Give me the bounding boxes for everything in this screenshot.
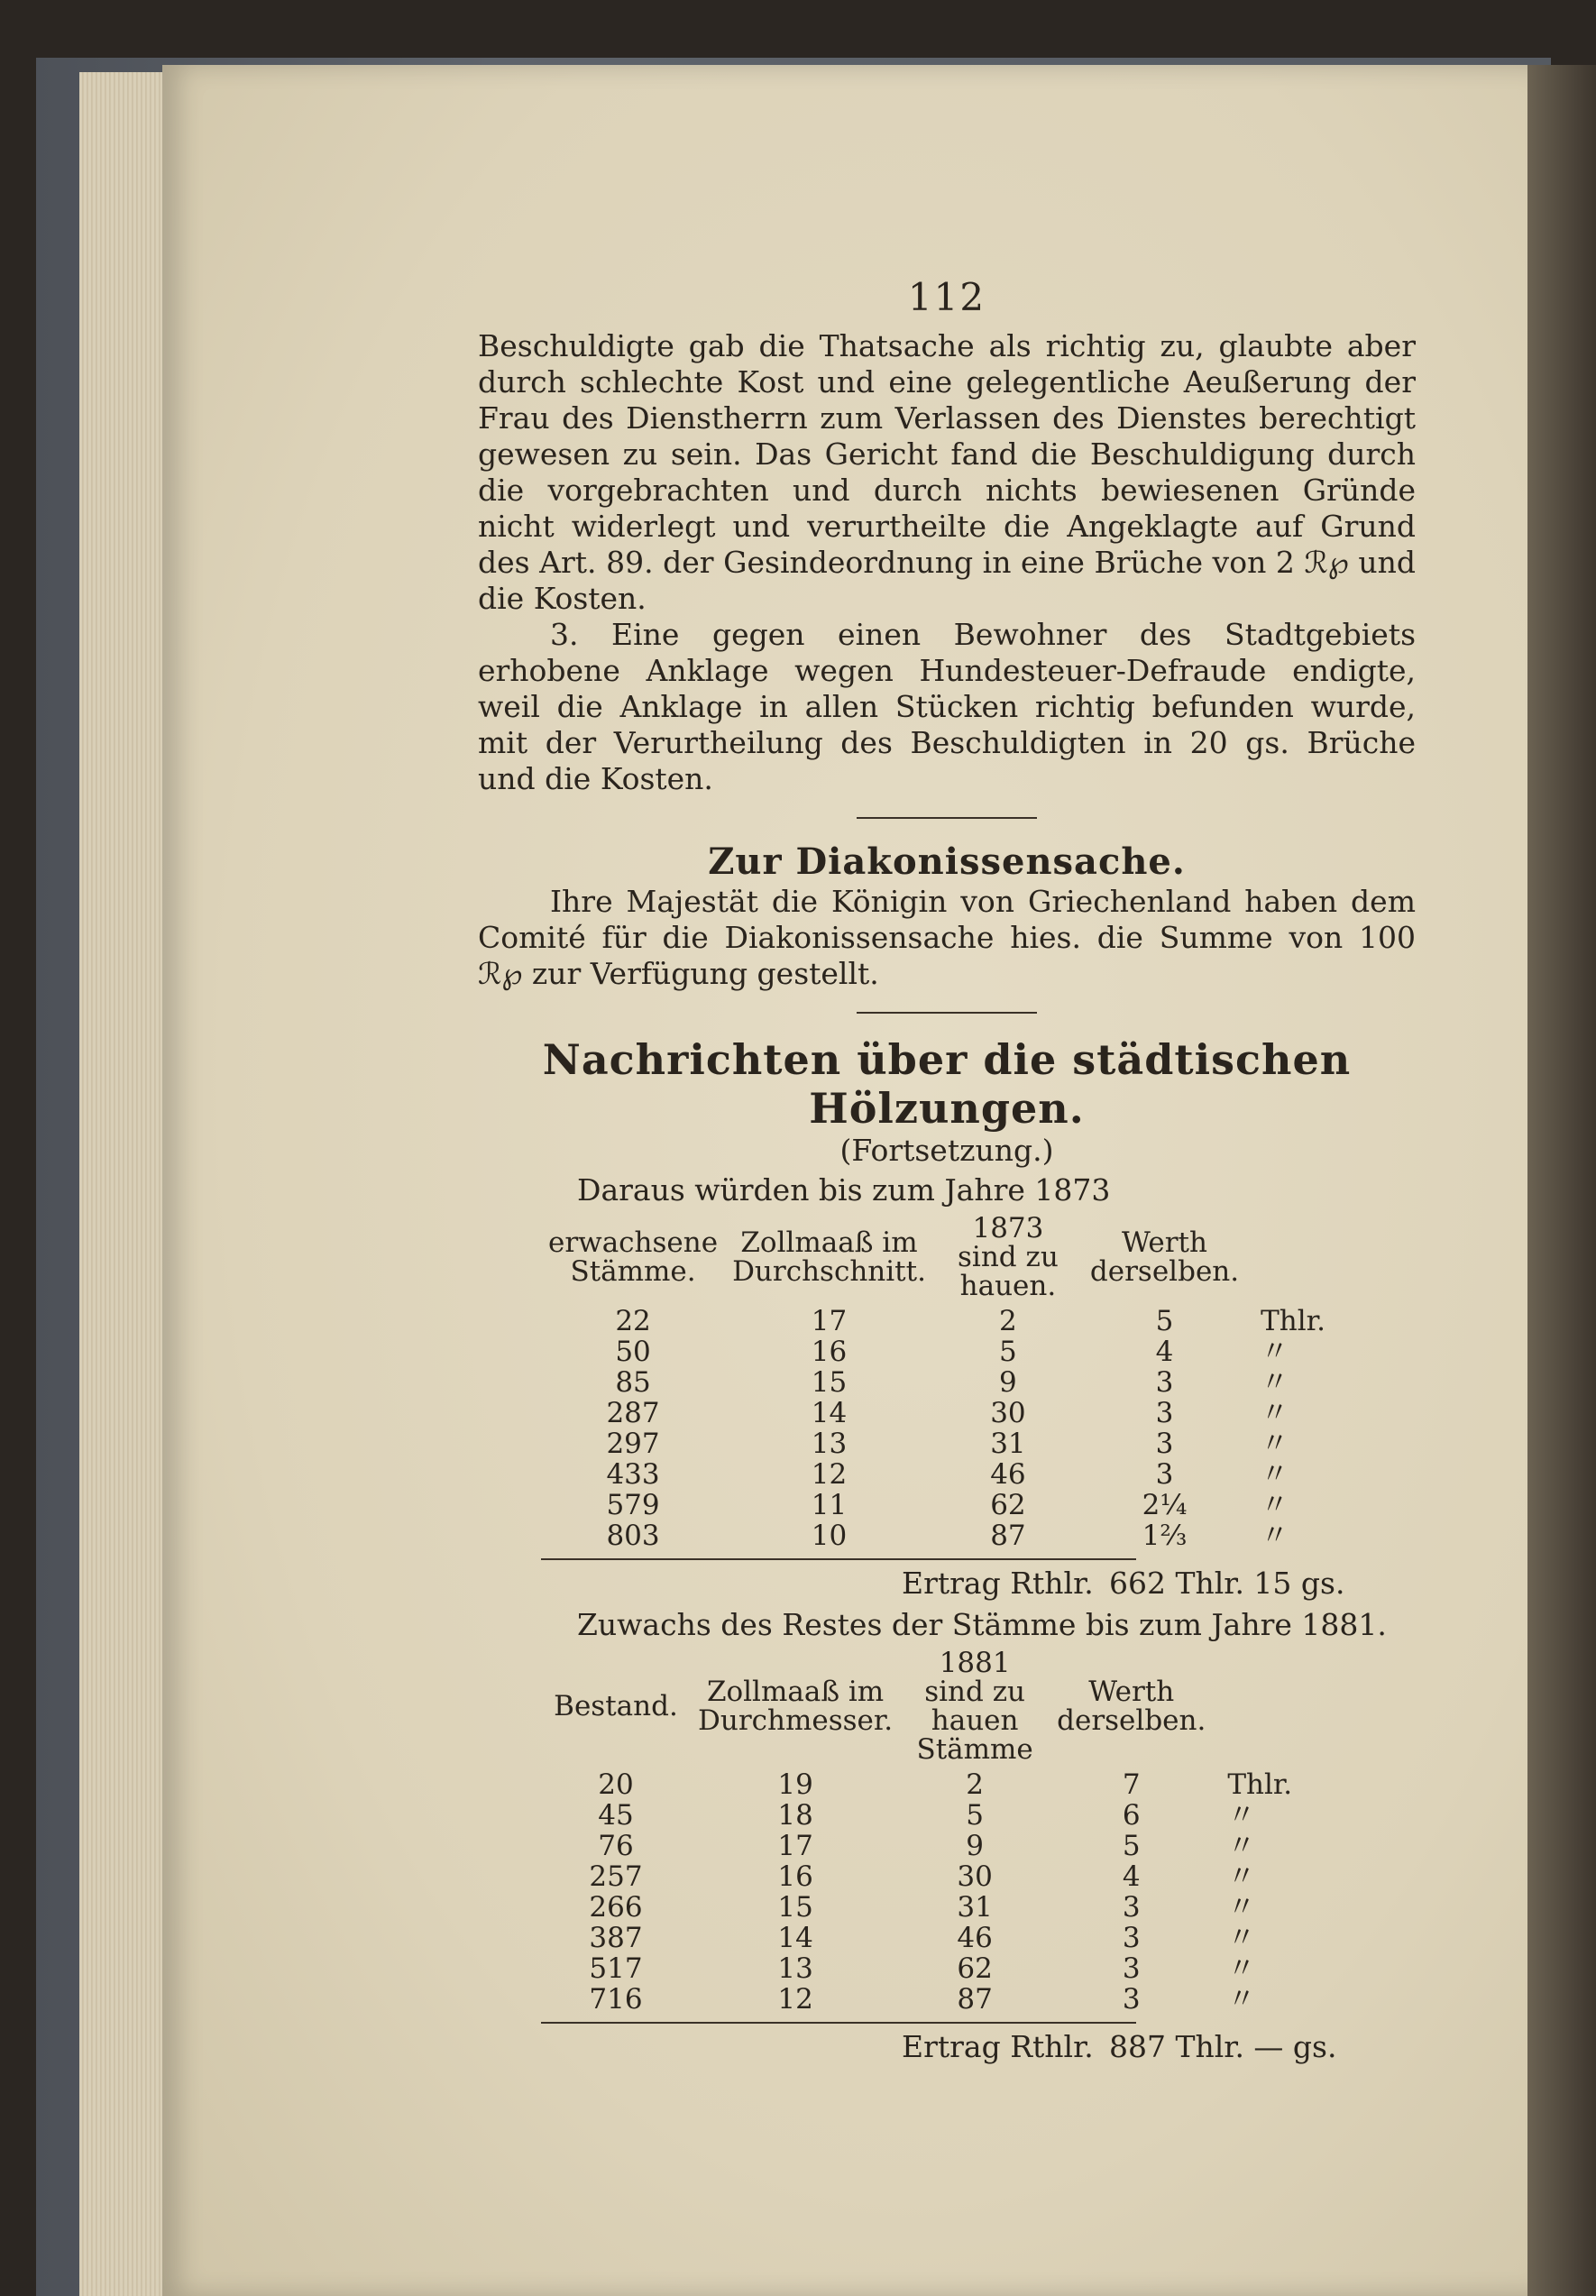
- table-row: [541, 1892, 1299, 1923]
- cell: 5: [999, 1336, 1017, 1368]
- sum-rule: [541, 2022, 1136, 2024]
- cell-unit: 〃: [1261, 1428, 1289, 1460]
- cell: 45: [598, 1799, 634, 1832]
- table-row: [541, 1800, 1299, 1831]
- cell: 3: [1155, 1366, 1174, 1399]
- table-1873: [541, 1214, 1333, 1551]
- cell: 13: [777, 1952, 813, 1985]
- cell-unit: 〃: [1261, 1520, 1289, 1552]
- cell: 257: [589, 1860, 643, 1893]
- page-number: 112: [907, 275, 986, 319]
- ertrag-row-1881: [902, 2029, 1416, 2065]
- table1-intro: Daraus würden bis zum Jahre 1873: [577, 1172, 1111, 1208]
- cell: 2¼: [1142, 1489, 1188, 1521]
- table-row: [541, 1861, 1299, 1892]
- col-header: Zollmaaß im Durchschnitt.: [732, 1226, 926, 1288]
- ertrag-value: 887 Thlr. — gs.: [1109, 2029, 1337, 2064]
- paragraph-diakonissen: Ihre Majestät die Königin von Griechenland haben dem Comité für die Diakonissensache hies. die Summe von 100 ℛ℘ zur Verfügung gestellt.: [478, 884, 1416, 991]
- cell: 12: [811, 1458, 848, 1491]
- col-header: 1873 sind zu hauen.: [958, 1212, 1059, 1302]
- cell: 297: [606, 1428, 660, 1460]
- cell: 5: [1122, 1830, 1141, 1862]
- cell: 3: [1122, 1891, 1141, 1924]
- cell: 1⅔: [1142, 1520, 1188, 1552]
- cell: 387: [589, 1922, 643, 1954]
- cell: 4: [1122, 1860, 1141, 1893]
- cell: 17: [777, 1830, 813, 1862]
- cell: 22: [615, 1305, 651, 1337]
- cell: 5: [966, 1799, 984, 1832]
- cell: 15: [811, 1366, 848, 1399]
- col-header-unit: [1213, 1649, 1299, 1769]
- cell-unit: 〃: [1227, 1830, 1256, 1862]
- cell: 19: [777, 1768, 813, 1801]
- table-row: [541, 1953, 1299, 1984]
- cell: 31: [990, 1428, 1026, 1460]
- cell: 13: [811, 1428, 848, 1460]
- cell: 30: [957, 1860, 993, 1893]
- cell-unit: 〃: [1261, 1489, 1289, 1521]
- cell: 62: [990, 1489, 1026, 1521]
- paragraph-verdict: Beschuldigte gab die Thatsache als richtig zu, glaubte aber durch schlechte Kost und eine gelegentliche Aeußerung der Frau des Dienstherrn zum Verlassen des Dienstes berechtigt gewesen zu sein. Das Gericht fand die Beschuldigung durch die vorgebrachten und durch nichts bewiesenen Gründe nicht widerlegt und verurtheilte die Angeklagte auf Grund des Art. 89. der Gesindeordnung in eine Brüche von 2 ℛ℘ und die Kosten.: [478, 328, 1416, 616]
- ertrag-label: Ertrag Rthlr.: [902, 2029, 1094, 2064]
- gutter-shadow: [1527, 65, 1596, 2296]
- table-header-row: [541, 1649, 1299, 1769]
- table-row: [541, 1306, 1333, 1336]
- table-row: [541, 1428, 1333, 1459]
- cell-unit: 〃: [1227, 1983, 1256, 2016]
- cell-unit: Thlr.: [1227, 1768, 1293, 1801]
- col-header: 1881 sind zu hauen Stämme: [916, 1647, 1033, 1766]
- col-header: Bestand.: [554, 1690, 678, 1722]
- cell: 46: [990, 1458, 1026, 1491]
- cell: 433: [606, 1458, 660, 1491]
- ertrag-value: 662 Thlr. 15 gs.: [1109, 1566, 1345, 1601]
- col-header: Werth derselben.: [1057, 1676, 1206, 1737]
- col-header: erwachsene Stämme.: [548, 1226, 719, 1288]
- cell: 9: [999, 1366, 1017, 1399]
- cell: 76: [598, 1830, 634, 1862]
- table-row: [541, 1923, 1299, 1953]
- table2-intro: Zuwachs des Restes der Stämme bis zum Jahre 1881.: [577, 1607, 1387, 1642]
- cell: 15: [777, 1891, 813, 1924]
- cell: 62: [957, 1952, 993, 1985]
- table-row: [541, 1831, 1299, 1861]
- ertrag-label: Ertrag Rthlr.: [902, 1566, 1094, 1601]
- cell: 579: [606, 1489, 660, 1521]
- cell: 87: [957, 1983, 993, 2016]
- cell: 266: [589, 1891, 643, 1924]
- table-row: [541, 1398, 1333, 1428]
- cell: 18: [777, 1799, 813, 1832]
- cell: 12: [777, 1983, 813, 2016]
- cell-unit: 〃: [1261, 1366, 1289, 1399]
- col-header-unit: [1246, 1214, 1333, 1306]
- section-divider: [857, 1012, 1037, 1014]
- cell: 87: [990, 1520, 1026, 1552]
- cell: 6: [1122, 1799, 1141, 1832]
- cell: 14: [777, 1922, 813, 1954]
- table-1881: [541, 1649, 1299, 2015]
- cell: 716: [589, 1983, 643, 2016]
- cell: 50: [615, 1336, 651, 1368]
- table-header-row: [541, 1214, 1333, 1306]
- cell: 287: [606, 1397, 660, 1429]
- paragraph-dog-tax: 3. Eine gegen einen Bewohner des Stadtgebiets erhobene Anklage wegen Hundesteuer-Defraude endigte, weil die Anklage in allen Stücken richtig befunden wurde, mit der Verurtheilung des Beschuldigten in 20 gs. Brüche und die Kosten.: [478, 617, 1416, 796]
- cell: 2: [966, 1768, 984, 1801]
- cell: 517: [589, 1952, 643, 1985]
- cell: 16: [777, 1860, 813, 1893]
- ertrag-row-1873: [902, 1566, 1416, 1602]
- heading-hoelzungen: Nachrichten über die städtischen Hölzungen.: [542, 1035, 1352, 1133]
- table-row: [541, 1490, 1333, 1520]
- col-header: Zollmaaß im Durchmesser.: [698, 1676, 894, 1737]
- cell: 11: [811, 1489, 848, 1521]
- cell: 16: [811, 1336, 848, 1368]
- cell: 3: [1155, 1458, 1174, 1491]
- cell: 4: [1155, 1336, 1174, 1368]
- cell: 3: [1122, 1952, 1141, 1985]
- cell: 14: [811, 1397, 848, 1429]
- col-header: Werth derselben.: [1089, 1226, 1240, 1288]
- table-row: [541, 1520, 1333, 1551]
- sum-rule: [541, 1558, 1136, 1560]
- cell-unit: 〃: [1227, 1860, 1256, 1893]
- cell: 9: [966, 1830, 984, 1862]
- cell: 3: [1155, 1428, 1174, 1460]
- table-row: [541, 1984, 1299, 2015]
- cell-unit: 〃: [1227, 1922, 1256, 1954]
- cell: 46: [957, 1922, 993, 1954]
- cell-unit: 〃: [1261, 1397, 1289, 1429]
- table-row: [541, 1336, 1333, 1367]
- table-row: [541, 1769, 1299, 1800]
- table-row: [541, 1367, 1333, 1398]
- section-divider: [857, 817, 1037, 819]
- cell: 3: [1122, 1922, 1141, 1954]
- cell: 3: [1155, 1397, 1174, 1429]
- page-content: [478, 275, 1416, 2065]
- heading-diakonissen: Zur Diakonissensache.: [708, 840, 1186, 883]
- cell: 30: [990, 1397, 1026, 1429]
- cell-unit: 〃: [1227, 1891, 1256, 1924]
- cell-unit: 〃: [1261, 1336, 1289, 1368]
- cell-unit: 〃: [1227, 1799, 1256, 1832]
- subheading-fortsetzung: (Fortsetzung.): [839, 1133, 1054, 1168]
- cell: 85: [615, 1366, 651, 1399]
- cell: 3: [1122, 1983, 1141, 2016]
- cell: 20: [598, 1768, 634, 1801]
- cell: 7: [1122, 1768, 1141, 1801]
- cell-unit: 〃: [1227, 1952, 1256, 1985]
- table-row: [541, 1459, 1333, 1490]
- cell-unit: 〃: [1261, 1458, 1289, 1491]
- cell: 2: [999, 1305, 1017, 1337]
- cell: 10: [811, 1520, 848, 1552]
- cell: 17: [811, 1305, 848, 1337]
- cell: 803: [606, 1520, 660, 1552]
- cell: 31: [957, 1891, 993, 1924]
- cell-unit: Thlr.: [1261, 1305, 1325, 1337]
- cell: 5: [1155, 1305, 1174, 1337]
